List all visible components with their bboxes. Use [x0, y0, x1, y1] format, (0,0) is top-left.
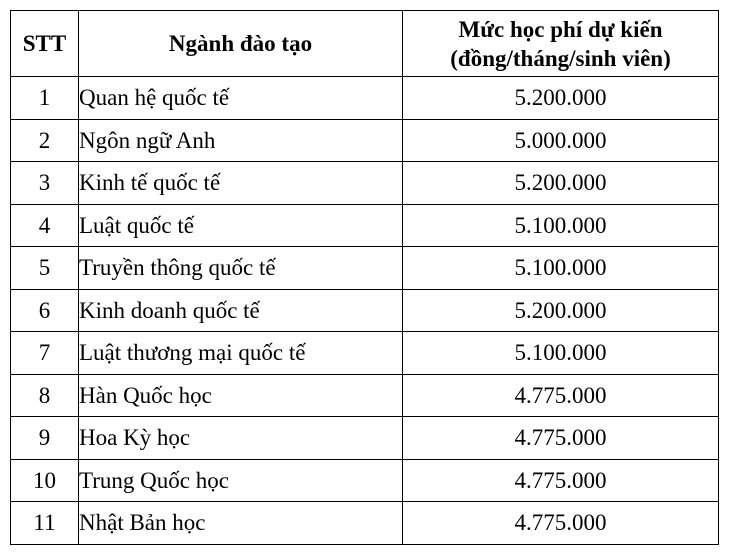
stt-cell: 9: [11, 417, 79, 460]
table-header: [11, 11, 719, 77]
stt-cell: 11: [11, 502, 79, 545]
fee-cell: 5.100.000: [403, 204, 719, 247]
program-cell: Hoa Kỳ học: [79, 417, 403, 460]
program-cell: Nhật Bản học: [79, 502, 403, 545]
program-cell: Kinh doanh quốc tế: [79, 289, 403, 332]
program-cell: Truyền thông quốc tế: [79, 247, 403, 290]
header-stt: STT: [11, 11, 79, 77]
table-row: [11, 119, 719, 162]
stt-cell: 1: [11, 77, 79, 120]
program-cell: Trung Quốc học: [79, 459, 403, 502]
table-row: [11, 204, 719, 247]
program-cell: Quan hệ quốc tế: [79, 77, 403, 120]
program-cell: Luật thương mại quốc tế: [79, 332, 403, 375]
program-cell: Ngôn ngữ Anh: [79, 119, 403, 162]
program-cell: Kinh tế quốc tế: [79, 162, 403, 205]
tuition-fee-table: [10, 10, 719, 545]
table-row: [11, 77, 719, 120]
stt-cell: 4: [11, 204, 79, 247]
table-row: [11, 417, 719, 460]
fee-cell: 4.775.000: [403, 417, 719, 460]
header-program: Ngành đào tạo: [79, 11, 403, 77]
program-cell: Hàn Quốc học: [79, 374, 403, 417]
table-row: [11, 459, 719, 502]
program-cell: Luật quốc tế: [79, 204, 403, 247]
table-row: [11, 162, 719, 205]
fee-cell: 5.200.000: [403, 77, 719, 120]
stt-cell: 3: [11, 162, 79, 205]
table-row: [11, 374, 719, 417]
stt-cell: 10: [11, 459, 79, 502]
table-row: [11, 502, 719, 545]
header-fee-line1: Mức học phí dự kiến: [458, 16, 663, 42]
fee-cell: 5.100.000: [403, 332, 719, 375]
fee-cell: 5.200.000: [403, 162, 719, 205]
stt-cell: 8: [11, 374, 79, 417]
fee-cell: 4.775.000: [403, 502, 719, 545]
stt-cell: 5: [11, 247, 79, 290]
fee-cell: 4.775.000: [403, 459, 719, 502]
fee-cell: 5.000.000: [403, 119, 719, 162]
table-row: [11, 289, 719, 332]
header-fee-line2: (đồng/tháng/sinh viên): [450, 45, 671, 71]
stt-cell: 2: [11, 119, 79, 162]
header-row: [11, 11, 719, 77]
header-fee: [403, 11, 719, 77]
table-body: [11, 77, 719, 545]
table-row: [11, 247, 719, 290]
fee-cell: 5.200.000: [403, 289, 719, 332]
stt-cell: 7: [11, 332, 79, 375]
fee-cell: 5.100.000: [403, 247, 719, 290]
stt-cell: 6: [11, 289, 79, 332]
fee-cell: 4.775.000: [403, 374, 719, 417]
table-row: [11, 332, 719, 375]
